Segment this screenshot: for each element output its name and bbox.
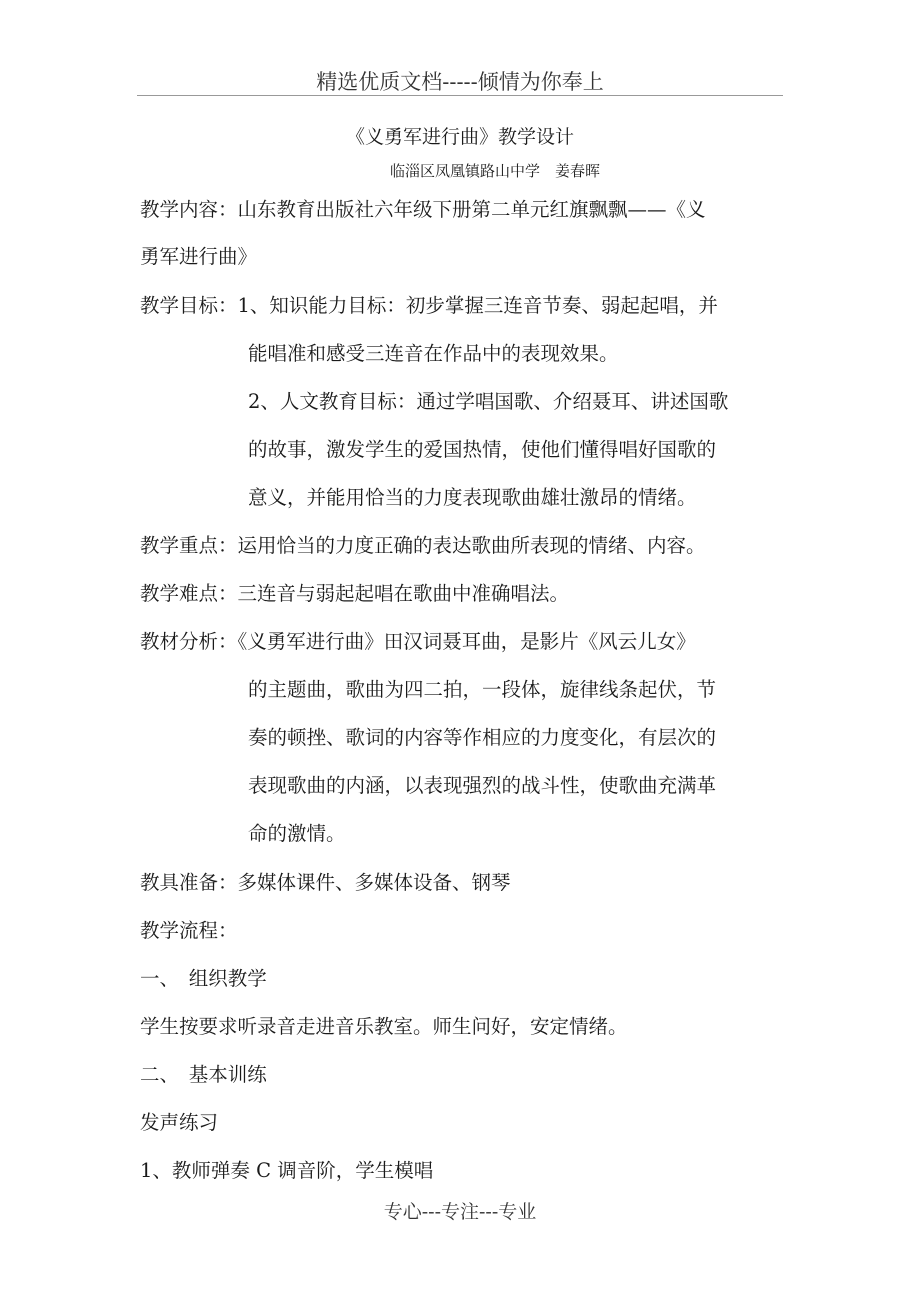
content-line: 教材分析：《义勇军进行曲》田汉词聂耳曲，是影片《风云儿女》	[140, 630, 696, 653]
content-line: 命的激情。	[248, 822, 346, 845]
content-line: 2、人文教育目标：通过学唱国歌、介绍聂耳、讲述国歌	[248, 390, 729, 413]
content-line: 的故事，激发学生的爱国热情，使他们懂得唱好国歌的	[248, 438, 717, 461]
content-line: 二、 基本训练	[140, 1063, 267, 1086]
author-line: 临淄区凤凰镇路山中学 姜春晖	[390, 162, 601, 180]
content-line: 勇军进行曲》	[140, 245, 258, 268]
content-line: 1、教师弹奏 C 调音阶，学生模唱	[140, 1159, 434, 1182]
document-title: 《义勇军进行曲》教学设计	[345, 126, 574, 148]
content-line: 意义，并能用恰当的力度表现歌曲雄壮激昂的情绪。	[248, 486, 697, 509]
header-divider	[137, 95, 783, 96]
content-line: 教具准备：多媒体课件、多媒体设备、钢琴	[140, 871, 511, 894]
content-line: 学生按要求听录音走进音乐教室。师生问好，安定情绪。	[140, 1015, 628, 1038]
page-header: 精选优质文档-----倾情为你奉上	[316, 70, 604, 94]
content-line: 奏的顿挫、歌词的内容等作相应的力度变化，有层次的	[248, 726, 717, 749]
content-line: 表现歌曲的内涵，以表现强烈的战斗性，使歌曲充满革	[248, 774, 717, 797]
content-line: 发声练习	[140, 1111, 219, 1134]
content-line: 教学流程：	[140, 919, 238, 942]
page-footer: 专心---专注---专业	[383, 1201, 537, 1223]
content-line: 教学目标：1、知识能力目标：初步掌握三连音节奏、弱起起唱，并	[140, 294, 718, 317]
content-line: 教学重点：运用恰当的力度正确的表达歌曲所表现的情绪、内容。	[140, 534, 706, 557]
content-line: 的主题曲，歌曲为四二拍，一段体，旋律线条起伏，节	[248, 678, 717, 701]
content-line: 能唱准和感受三连音在作品中的表现效果。	[248, 342, 619, 365]
content-line: 教学内容：山东教育出版社六年级下册第二单元红旗飘飘——《义	[140, 198, 706, 221]
content-line: 一、 组织教学	[140, 967, 267, 990]
content-line: 教学难点：三连音与弱起起唱在歌曲中准确唱法。	[140, 582, 570, 605]
